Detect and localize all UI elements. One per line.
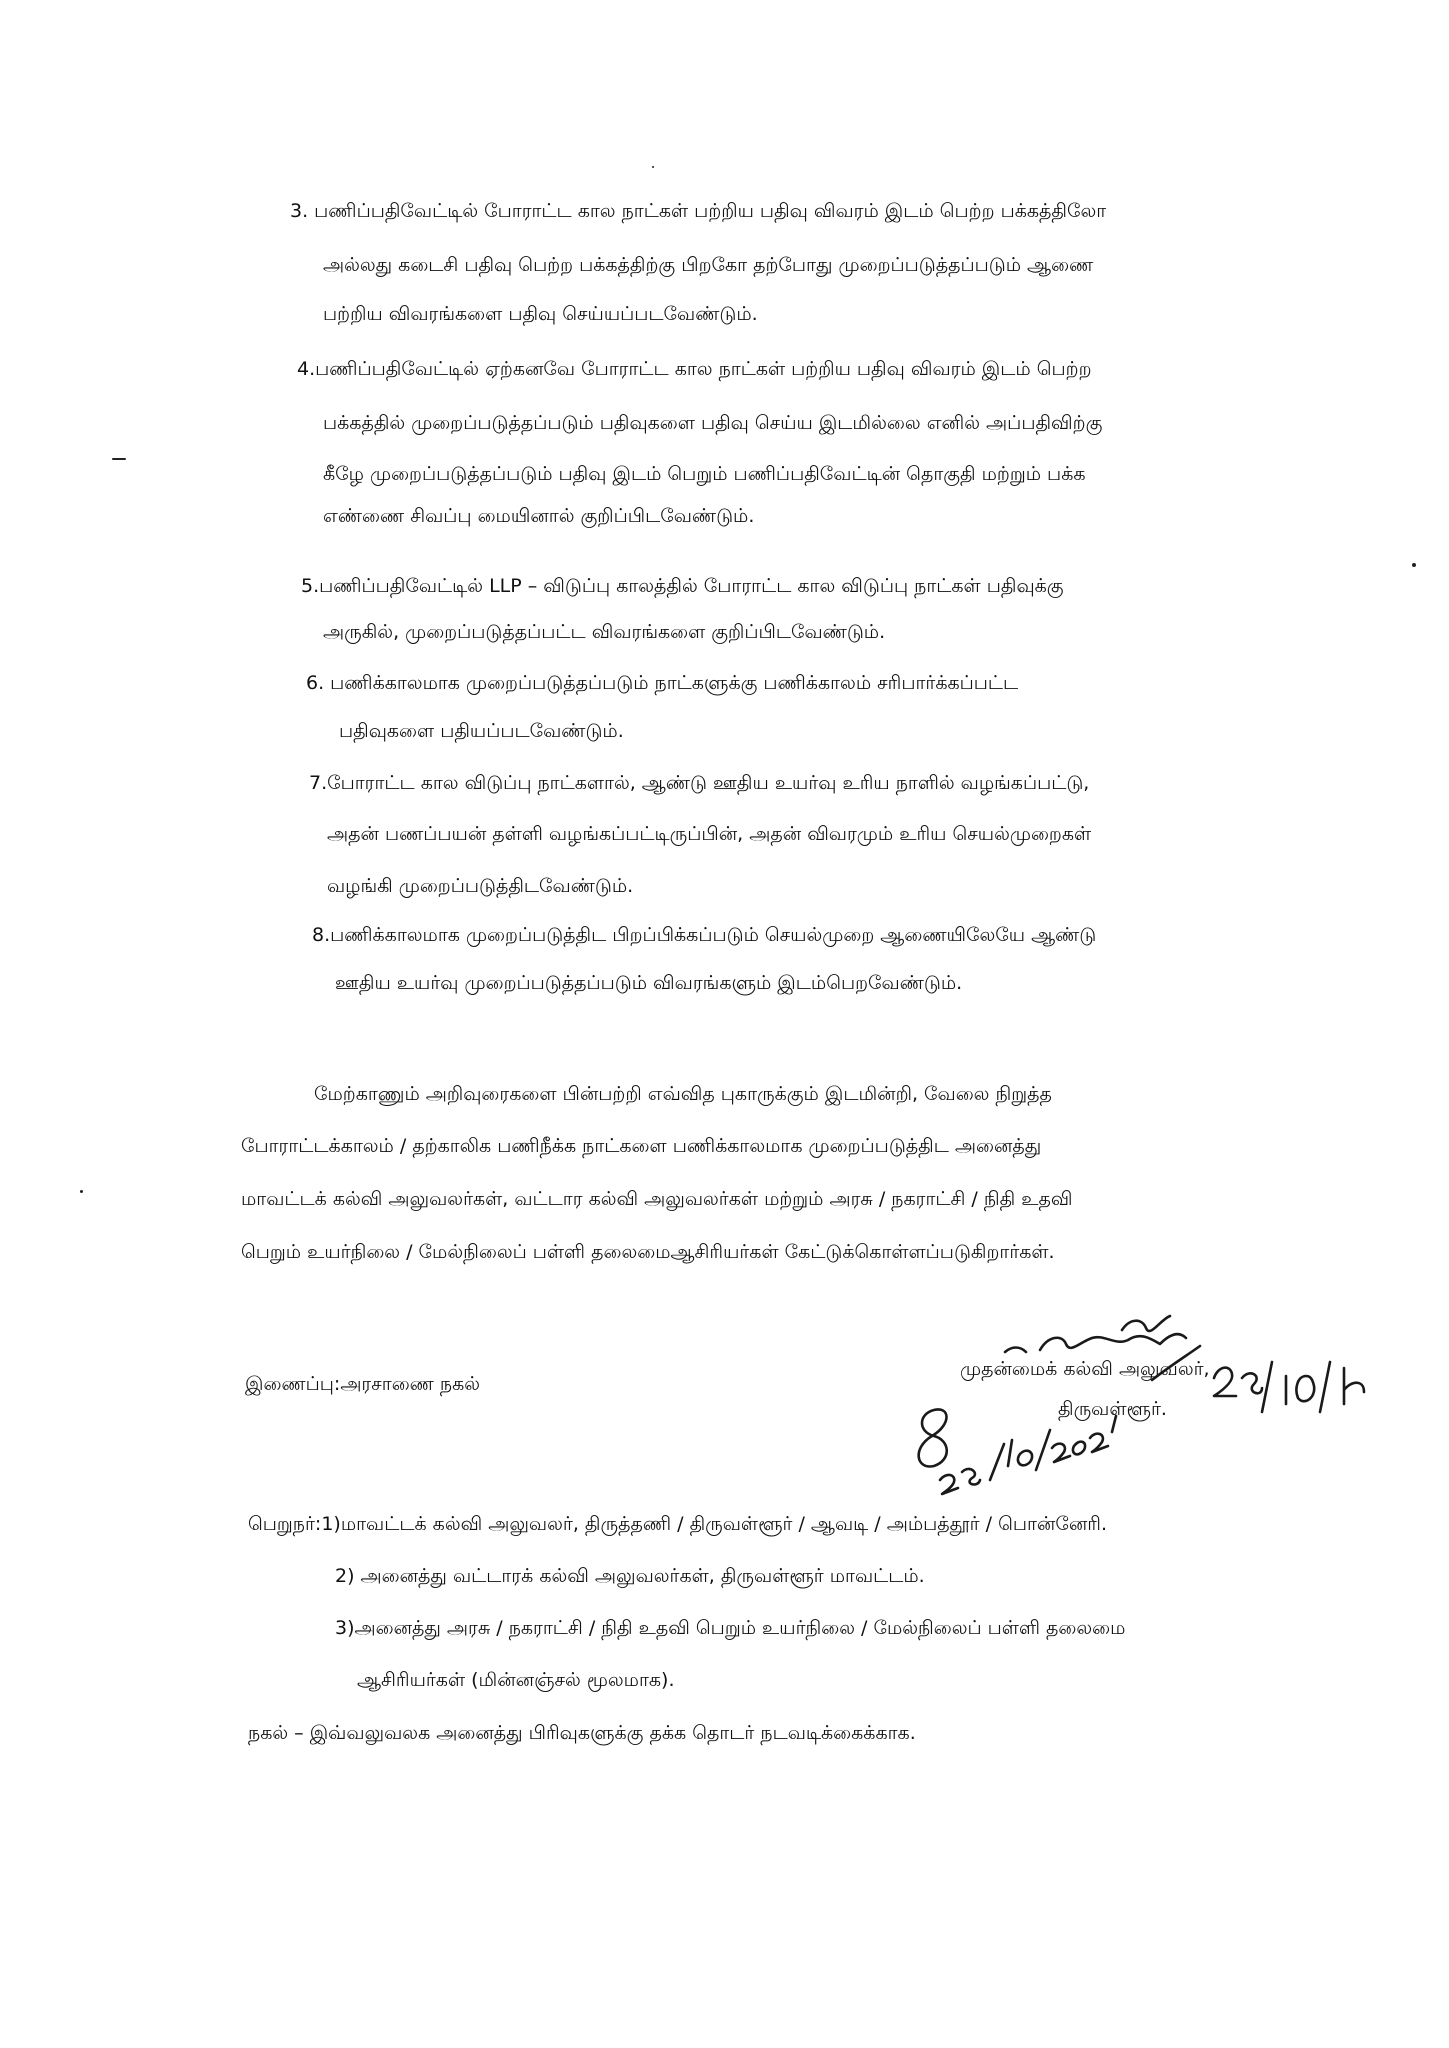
point-line: 5.பணிப்பதிவேட்டில் LLP – விடுப்பு காலத்தில் போராட்ட கால விடுப்பு நாட்கள் பதிவுக்கு bbox=[301, 575, 1064, 597]
point-line: ஊதிய உயர்வு முறைப்படுத்தப்படும் விவரங்களும் இடம்பெறவேண்டும். bbox=[335, 972, 963, 994]
point-line: கீழே முறைப்படுத்தப்படும் பதிவு இடம் பெறும் பணிப்பதிவேட்டின் தொகுதி மற்றும் பக்க bbox=[323, 463, 1086, 485]
point-line: வழங்கி முறைப்படுத்திடவேண்டும். bbox=[327, 875, 634, 897]
point-line: 6. பணிக்காலமாக முறைப்படுத்தப்படும் நாட்களுக்கு பணிக்காலம் சரிபார்க்கப்பட்ட bbox=[306, 672, 1019, 694]
recipient-item: 1)மாவட்டக் கல்வி அலுவலர், திருத்தணி / திருவள்ளூர் / ஆவடி / அம்பத்தூர் / பொன்னேரி. bbox=[321, 1513, 1107, 1535]
scan-speck bbox=[80, 1190, 83, 1193]
point-line: பதிவுகளை பதியப்படவேண்டும். bbox=[339, 720, 624, 742]
point-line: 4.பணிப்பதிவேட்டில் ஏற்கனவே போராட்ட கால நாட்கள் பற்றிய பதிவு விவரம் இடம் பெற்ற bbox=[297, 358, 1092, 380]
point-line: 7.போராட்ட கால விடுப்பு நாட்களால், ஆண்டு ஊதிய உயர்வு உரிய நாளில் வழங்கப்பட்டு, bbox=[309, 772, 1090, 794]
paragraph-line: மேற்காணும் அறிவுரைகளை பின்பற்றி எவ்வித புகாருக்கும் இடமின்றி, வேலை நிறுத்த bbox=[314, 1083, 1052, 1105]
enclosure-note: இணைப்பு:அரசாணை நகல் bbox=[245, 1373, 481, 1395]
point-line: எண்ணை சிவப்பு மையினால் குறிப்பிடவேண்டும். bbox=[323, 505, 755, 527]
copy-line: நகல் – இவ்வலுவலக அனைத்து பிரிவுகளுக்கு தக்க தொடர் நடவடிக்கைக்காக. bbox=[248, 1722, 916, 1744]
scan-speck bbox=[1412, 563, 1416, 567]
signatory-title: முதன்மைக் கல்வி அலுவலர், bbox=[960, 1358, 1210, 1380]
point-line: அதன் பணப்பயன் தள்ளி வழங்கப்பட்டிருப்பின், அதன் விவரமும் உரிய செயல்முறைகள் bbox=[327, 823, 1092, 845]
recipients-label: பெறுநர்: bbox=[248, 1513, 322, 1535]
recipient-item: ஆசிரியர்கள் (மின்னஞ்சல் மூலமாக). bbox=[357, 1669, 675, 1691]
point-line: 3. பணிப்பதிவேட்டில் போராட்ட கால நாட்கள் பற்றிய பதிவு விவரம் இடம் பெற்ற பக்கத்திலோ bbox=[290, 200, 1107, 222]
paragraph-line: போராட்டக்காலம் / தற்காலிக பணிநீக்க நாட்களை பணிக்காலமாக முறைப்படுத்திட அனைத்து bbox=[241, 1135, 1042, 1157]
scan-speck bbox=[652, 166, 654, 168]
paragraph-line: பெறும் உயர்நிலை / மேல்நிலைப் பள்ளி தலைமைஆசிரியர்கள் கேட்டுக்கொள்ளப்படுகிறார்கள். bbox=[241, 1241, 1055, 1263]
point-line: பற்றிய விவரங்களை பதிவு செய்யப்படவேண்டும். bbox=[323, 303, 758, 325]
point-line: 8.பணிக்காலமாக முறைப்படுத்திட பிறப்பிக்கப்படும் செயல்முறை ஆணையிலேயே ஆண்டு bbox=[312, 924, 1097, 946]
signatory-place: திருவள்ளூர். bbox=[1058, 1398, 1167, 1420]
recipients-first-line bbox=[248, 1513, 1107, 1536]
point-line: அல்லது கடைசி பதிவு பெற்ற பக்கத்திற்கு பிறகோ தற்போது முறைப்படுத்தப்படும் ஆணை bbox=[323, 254, 1094, 276]
scan-speck bbox=[112, 458, 126, 460]
recipient-item: 3)அனைத்து அரசு / நகராட்சி / நிதி உதவி பெறும் உயர்நிலை / மேல்நிலைப் பள்ளி தலைமை bbox=[335, 1617, 1126, 1639]
paragraph-line: மாவட்டக் கல்வி அலுவலர்கள், வட்டார கல்வி அலுவலர்கள் மற்றும் அரசு / நகராட்சி / நிதி உதவி bbox=[241, 1188, 1073, 1210]
recipient-item: 2) அனைத்து வட்டாரக் கல்வி அலுவலர்கள், திருவள்ளூர் மாவட்டம். bbox=[335, 1565, 925, 1587]
point-line: அருகில், முறைப்படுத்தப்பட்ட விவரங்களை குறிப்பிடவேண்டும். bbox=[323, 621, 886, 643]
point-line: பக்கத்தில் முறைப்படுத்தப்படும் பதிவுகளை பதிவு செய்ய இடமில்லை எனில் அப்பதிவிற்கு bbox=[323, 412, 1103, 434]
